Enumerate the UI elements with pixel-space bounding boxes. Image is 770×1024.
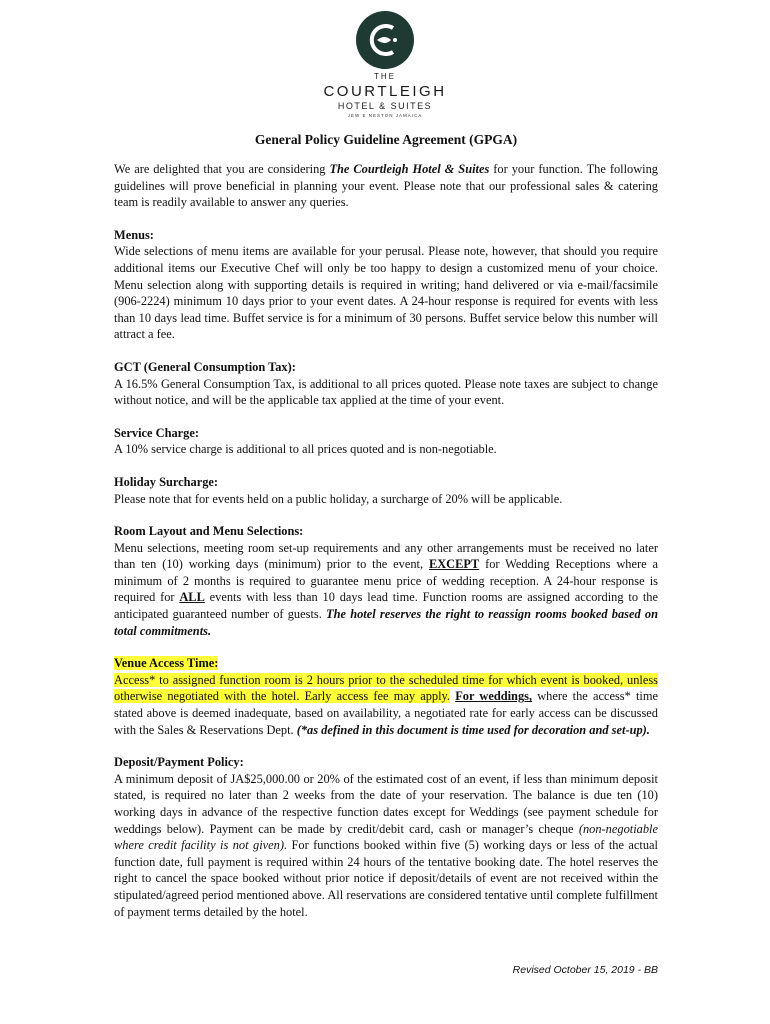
room-text-2: for Wedding Receptions where a minimum of 2 months is required to guarantee menu price of wedding reception. A 24-hour response is required for xyxy=(114,557,658,605)
menus-body: Wide selections of menu items are available for your perusal. Please note, however, that should you require additional items our Executive Chef will only be too happy to design a customized menu of your choice. Menu selection along with supporting details is required in writing; hand delivered or via e-mail/facsimile (906-2224) minimum 10 days prior to your event dates. A 24-hour response is required for events with less than 10 days lead time. Buffet service is for a minimum of 30 persons. Buffet service below this number will attract a fee. xyxy=(114,244,658,342)
document-body xyxy=(114,131,658,920)
deposit-text-1: A minimum deposit of JA$25,000.00 or 20% of the estimated cost of an event, if less than minimum deposit stated, is required no later than 2 weeks from the date of your reservation. The balance is due ten (10) working days in advance of the respective function dates except for Weddings (see payment schedule for weddings below). Payment can be made by credit/debit card, cash or manager’s cheque xyxy=(114,771,658,836)
intro-text: We are delighted that you are considering xyxy=(114,162,330,176)
courtleigh-logo-icon xyxy=(355,10,415,70)
room-body xyxy=(114,540,658,640)
room-text-1: Menu selections, meeting room set-up requirements and any other arrangements must be received no later than ten (10) working days (minimum) prior to the event, xyxy=(114,540,658,572)
all-emphasis: ALL xyxy=(179,590,205,605)
venue-text: where the access* time stated above is deemed inadequate, based on availability, a negotiated rate for early access can be discussed with the Sales & Reservations Dept. xyxy=(114,689,658,737)
logo-name: COURTLEIGH xyxy=(323,83,447,100)
except-emphasis: EXCEPT xyxy=(428,557,480,572)
weddings-emphasis: For weddings, xyxy=(455,689,533,704)
logo-subtitle: HOTEL & SUITES xyxy=(337,101,433,111)
section-holiday-surcharge xyxy=(114,474,658,507)
non-negotiable-note: (non-negotiable where credit facility is not given). xyxy=(114,821,658,853)
section-gct xyxy=(114,359,658,409)
logo-location: JEW E NESTON JAMAICA xyxy=(347,113,423,118)
logo-the: THE xyxy=(374,72,396,81)
room-heading: Room Layout and Menu Selections: xyxy=(114,524,304,539)
hotel-logo xyxy=(0,10,770,118)
venue-body xyxy=(114,672,658,738)
section-menus xyxy=(114,227,658,343)
service-body: A 10% service charge is additional to all prices quoted and is non-negotiable. xyxy=(114,442,497,457)
reserve-rights-note: The hotel reserves the right to reassign rooms booked based on total commitments. xyxy=(114,607,658,638)
hotel-name: The Courtleigh Hotel & Suites xyxy=(329,162,490,176)
deposit-body xyxy=(114,771,658,920)
intro-paragraph xyxy=(114,161,658,211)
room-text-3: events with less than 10 days lead time. Function rooms are assigned according to the anticipated guaranteed number of guests. xyxy=(114,590,658,622)
deposit-heading: Deposit/Payment Policy: xyxy=(114,755,244,770)
deposit-text-2: For functions booked within five (5) working days or less of the actual function date, full payment is required within 24 hours of the tentative booking date. The hotel reserves the right to cancel the space booked without prior notice if deposit/details of event are not received within the stipulated/agreed period mentioned above. All reservations are considered tentative until complete fulfillment of payment terms detailed by the hotel. xyxy=(114,838,659,919)
holiday-body: Please note that for events held on a public holiday, a surcharge of 20% will be applicable. xyxy=(114,491,563,506)
section-service-charge xyxy=(114,425,658,458)
section-room-layout xyxy=(114,523,658,639)
holiday-heading: Holiday Surcharge: xyxy=(114,474,219,489)
gct-heading: GCT (General Consumption Tax): xyxy=(114,359,296,374)
section-venue-access xyxy=(114,655,658,738)
revision-footer: Revised October 15, 2019 - BB xyxy=(512,964,658,976)
intro-text-end: for your function. The following guidelines will prove beneficial in planning your event. Please note that our professional sales & catering team is readily available to answer any queries. xyxy=(114,162,659,210)
venue-heading: Venue Access Time: xyxy=(114,656,219,671)
venue-highlighted-text: Access* to assigned function room is 2 hours prior to the scheduled time for which event is booked, unless otherwise negotiated with the hotel. Early access fee may apply. xyxy=(114,672,658,704)
menus-heading: Menus: xyxy=(114,227,154,242)
page-title: General Policy Guideline Agreement (GPGA) xyxy=(254,132,518,147)
gct-body: A 16.5% General Consumption Tax, is additional to all prices quoted. Please note taxes are subject to change without notice, and will be the applicable tax applied at the time of your event. xyxy=(114,376,658,408)
access-definition-note: (*as defined in this document is time used for decoration and set-up). xyxy=(296,722,650,737)
section-deposit-payment xyxy=(114,754,658,920)
service-heading: Service Charge: xyxy=(114,425,199,440)
